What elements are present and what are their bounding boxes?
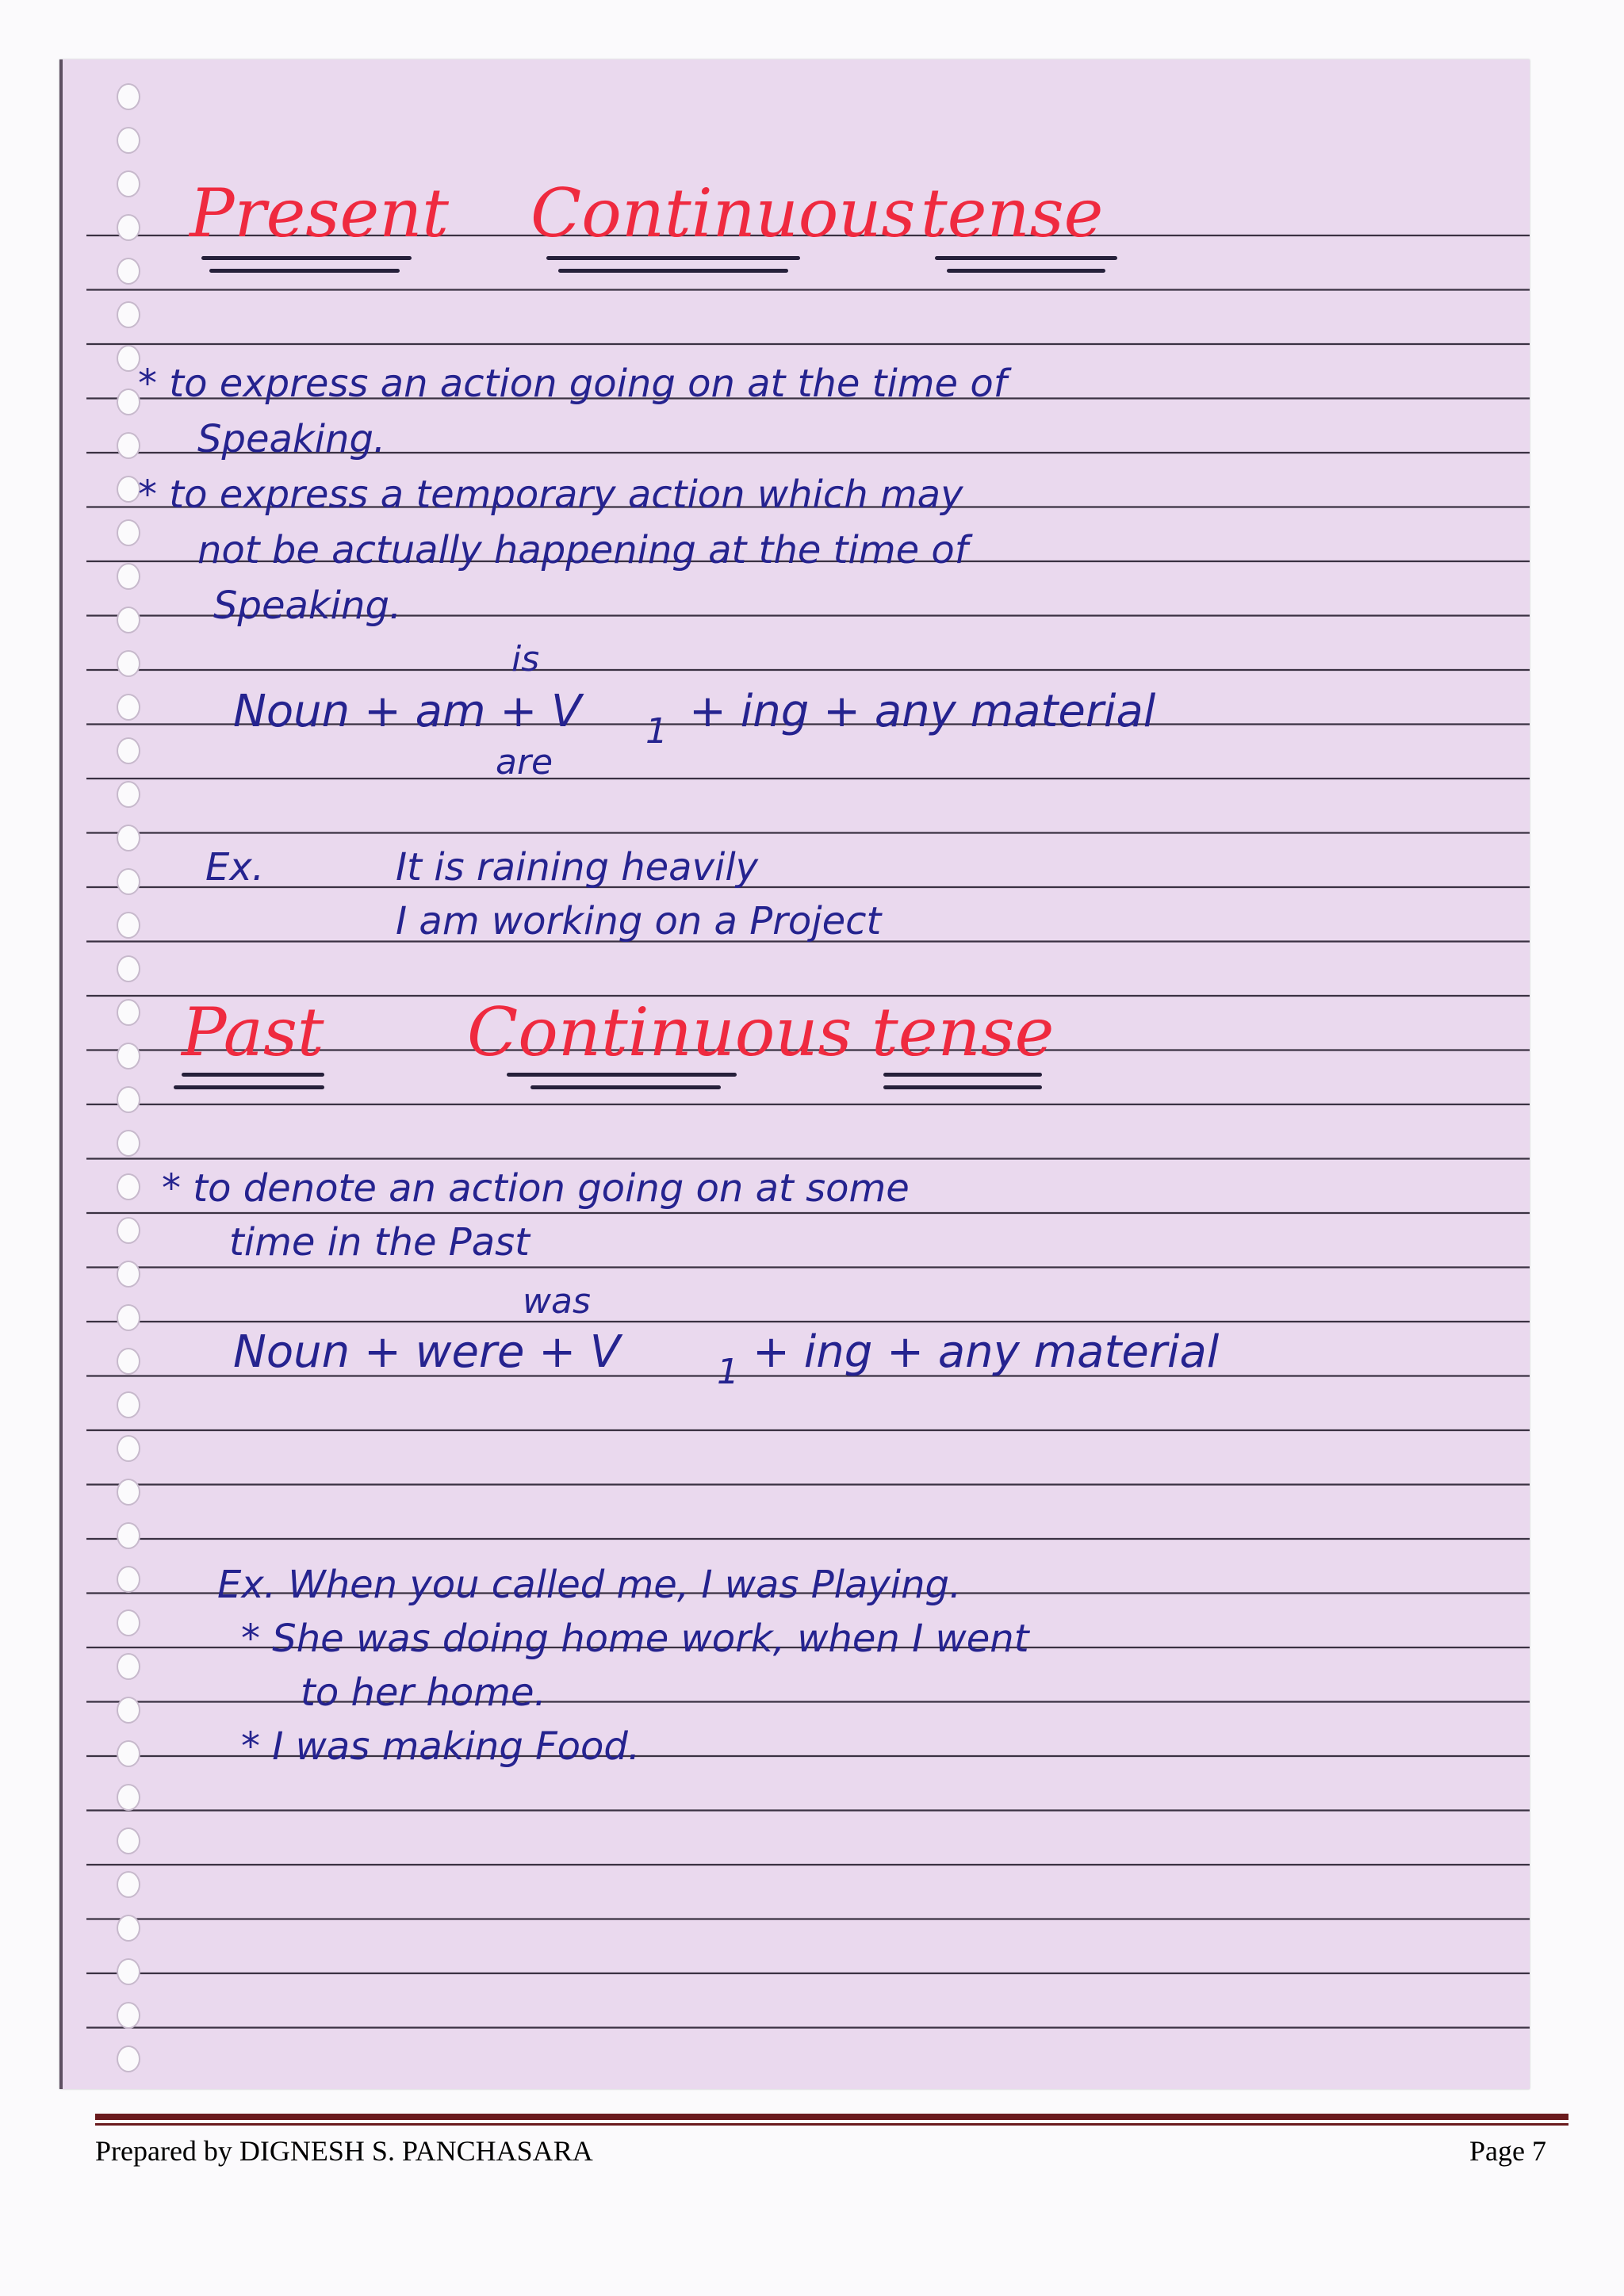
formula-aux-top: is (511, 639, 540, 679)
underline (507, 1073, 737, 1077)
footer-author: Prepared by DIGNESH S. PANCHASARA (95, 2135, 593, 2167)
binder-hole (117, 781, 140, 808)
binder-hole (117, 258, 140, 285)
formula-subscript: 1 (645, 711, 668, 752)
binder-hole (117, 1130, 140, 1157)
binder-hole (117, 694, 140, 721)
binder-hole (117, 1479, 140, 1506)
formula-left: Noun + were + V (233, 1326, 621, 1378)
footer-rule (95, 2114, 1568, 2120)
bullet-line: * to express a temporary action which may (138, 473, 963, 517)
binder-hole (117, 301, 140, 328)
binder-hole (117, 999, 140, 1026)
bullet-line: * to express an action going on at the time of (138, 362, 1007, 406)
binder-hole (117, 1784, 140, 1811)
binder-hole (117, 825, 140, 851)
underline (546, 256, 800, 260)
binder-hole (117, 345, 140, 372)
footer-page-number: Page 7 (1469, 2135, 1546, 2167)
binder-hole (117, 1653, 140, 1680)
bullet-line: time in the Past (229, 1220, 530, 1265)
heading-word-past: Past (182, 993, 324, 1071)
binder-hole (117, 519, 140, 546)
notebook-page (59, 59, 1530, 2089)
binder-hole (117, 214, 140, 241)
binder-hole (117, 1915, 140, 1942)
binder-hole (117, 2045, 140, 2072)
formula-right: + ing + any material (753, 1326, 1220, 1378)
binder-hole (117, 1435, 140, 1462)
footer-rule (95, 2123, 1568, 2126)
binder-hole (117, 170, 140, 197)
binder-hole (117, 1566, 140, 1593)
bullet-line: * to denote an action going on at some (162, 1166, 910, 1211)
bullet-line: Speaking. (197, 417, 386, 461)
heading-word-continuous: Continuous (467, 993, 852, 1071)
example-line: Ex. When you called me, I was Playing. (217, 1563, 962, 1607)
binder-hole (117, 1304, 140, 1331)
underline (947, 269, 1105, 273)
binder-hole (117, 1173, 140, 1200)
underline (201, 256, 412, 260)
binder-hole (117, 737, 140, 764)
formula-right: + ing + any material (689, 686, 1156, 737)
underline (883, 1073, 1042, 1077)
example-line: to her home. (301, 1670, 546, 1715)
heading-word-tense: tense (921, 174, 1104, 252)
binder-hole (117, 1609, 140, 1636)
binder-hole (117, 1043, 140, 1070)
heading-word-present: Present (190, 174, 450, 252)
heading-word-tense: tense (871, 993, 1055, 1071)
heading-word-continuous: Continuous (530, 174, 916, 252)
binder-hole (117, 388, 140, 415)
formula-subscript: 1 (717, 1352, 739, 1392)
formula-aux-bottom: are (496, 742, 553, 783)
binder-hole (117, 1391, 140, 1418)
binder-hole (117, 607, 140, 633)
binder-hole (117, 868, 140, 895)
binder-hole (117, 1740, 140, 1767)
example-line: I am working on a Project (396, 899, 882, 943)
binder-hole (117, 476, 140, 503)
binder-hole (117, 127, 140, 154)
formula-aux-top: was (523, 1281, 591, 1322)
binder-hole (117, 432, 140, 459)
underline (558, 269, 788, 273)
formula-left: Noun + am + V (233, 686, 582, 737)
binder-hole (117, 2002, 140, 2029)
binder-hole (117, 912, 140, 939)
bullet-line: Speaking. (213, 584, 402, 628)
binder-hole (117, 1827, 140, 1854)
underline (182, 1073, 324, 1077)
underline (209, 269, 400, 273)
example-line: It is raining heavily (396, 845, 759, 890)
example-line: * I was making Food. (241, 1724, 641, 1769)
underline (883, 1085, 1042, 1089)
binder-hole (117, 1697, 140, 1724)
binder-hole (117, 1871, 140, 1898)
binder-hole (117, 650, 140, 677)
underline (530, 1085, 721, 1089)
underline (174, 1085, 324, 1089)
example-line: * She was doing home work, when I went (241, 1617, 1029, 1661)
binder-hole (117, 1086, 140, 1113)
binder-hole (117, 1348, 140, 1375)
bullet-line: not be actually happening at the time of (197, 528, 968, 572)
example-label: Ex. (205, 845, 264, 890)
binder-hole (117, 955, 140, 982)
binder-hole (117, 1217, 140, 1244)
underline (935, 256, 1117, 260)
binder-hole (117, 1958, 140, 1985)
binder-hole (117, 1261, 140, 1288)
binder-hole (117, 563, 140, 590)
binder-hole (117, 83, 140, 110)
binder-hole (117, 1522, 140, 1549)
